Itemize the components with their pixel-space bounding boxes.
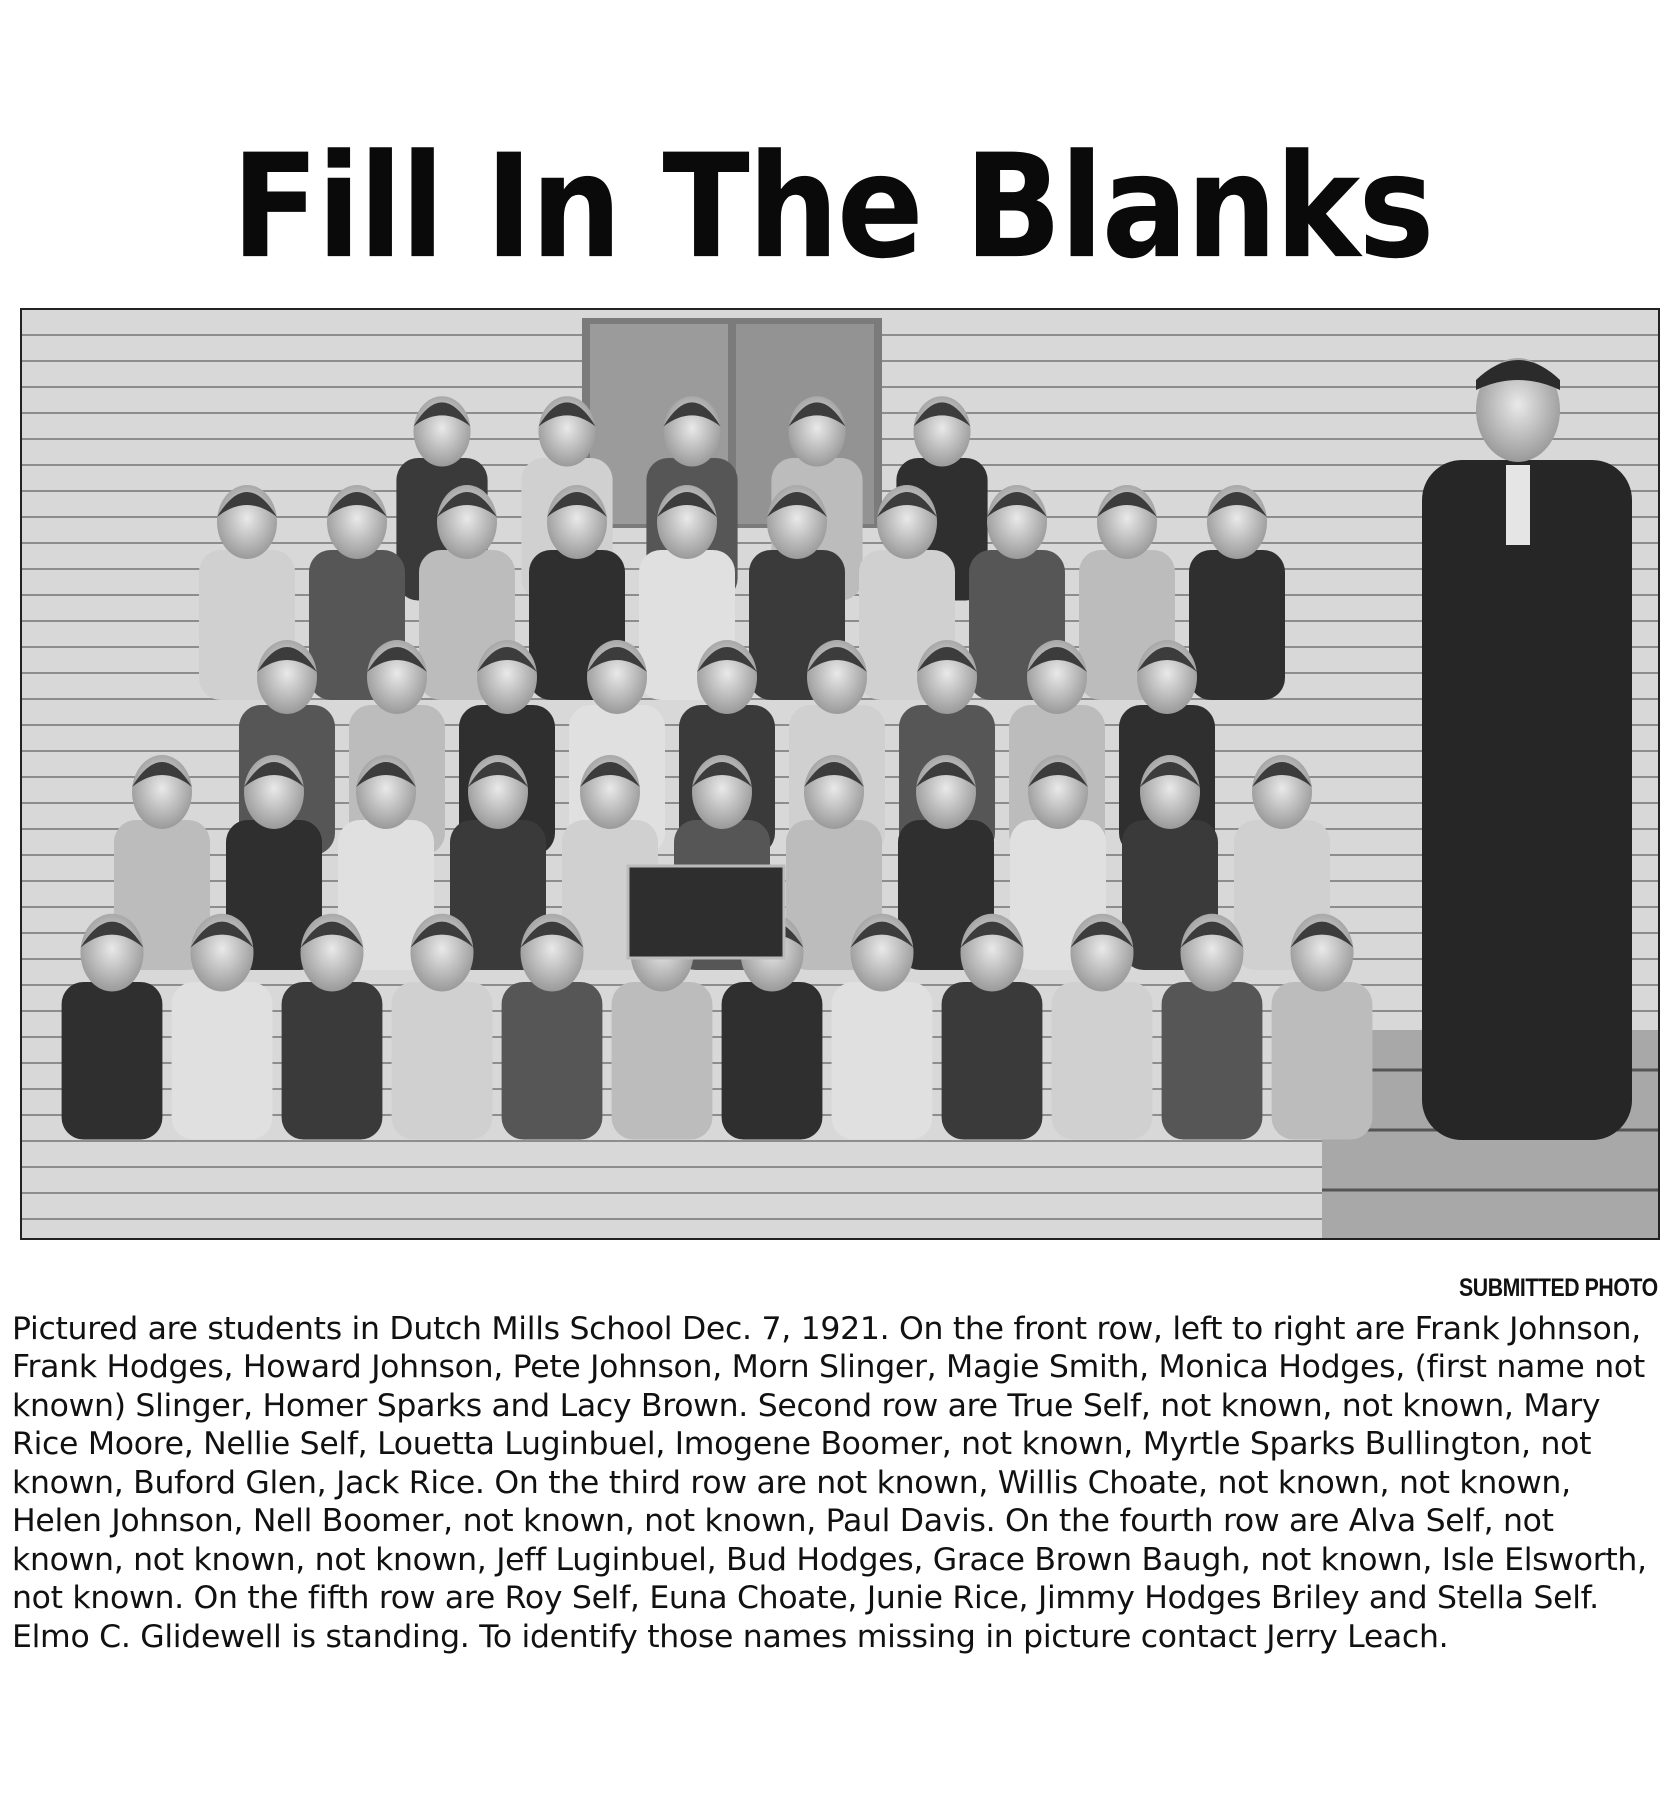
student-figure (502, 982, 603, 1140)
standing-teacher (1422, 358, 1632, 1140)
student-figure (1272, 982, 1373, 1140)
student-figure (1162, 982, 1263, 1140)
student-figure (832, 982, 933, 1140)
chalk-slate (628, 866, 784, 958)
student-figure (392, 982, 493, 1140)
student-figure (612, 982, 713, 1140)
student-figure (282, 982, 383, 1140)
student-figure (172, 982, 273, 1140)
class-photo (20, 308, 1660, 1240)
student-figure (1189, 550, 1285, 700)
class-photo-illustration (22, 310, 1658, 1238)
photo-credit: SUBMITTED PHOTO (1459, 1274, 1658, 1302)
student-figure (722, 982, 823, 1140)
student-figure (62, 982, 163, 1140)
photo-caption: Pictured are students in Dutch Mills School Dec. 7, 1921. On the front row, left to right are Frank Johnson, Frank Hodges, Howard Johnson, Pete Johnson, Morn Slinger, Magie Smith, Monica Hodges, (first name not known) Slinger, Homer Sparks and Lacy Brown. Second row are True Self, not known, not known, Mary Rice Moore, Nellie Self, Louetta Luginbuel, Imogene Boomer, not known, Myrtle Sparks Bullington, not known, Buford Glen, Jack Rice. On the third row are not known, Willis Choate, not known, not known, Helen Johnson, Nell Boomer, not known, not known, Paul Davis. On the fourth row are Alva Self, not known, not known, not known, Jeff Luginbuel, Bud Hodges, Grace Brown Baugh, not known, Isle Elsworth, not known. On the fifth row are Roy Self, Euna Choate, Junie Rice, Jimmy Hodges Briley and Stella Self. Elmo C. Glidewell is standing. To identify those names missing in picture contact Jerry Leach. (12, 1310, 1647, 1655)
headline: Fill In The Blanks (231, 123, 1433, 291)
student-figure (942, 982, 1043, 1140)
student-figure (1052, 982, 1153, 1140)
